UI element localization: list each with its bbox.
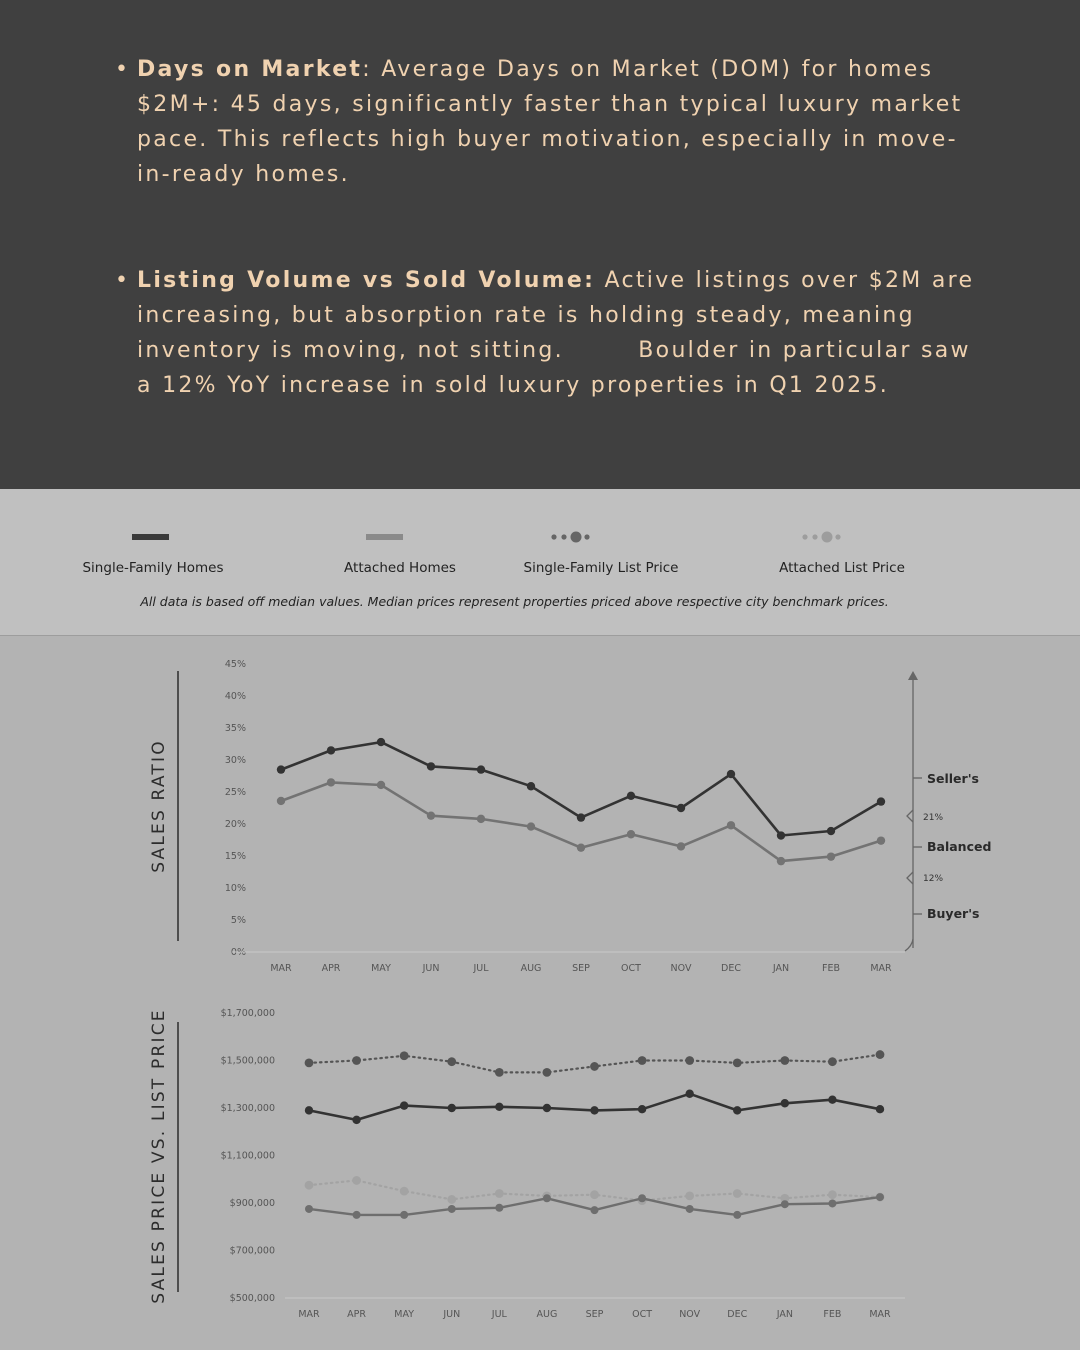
data-point — [827, 852, 835, 860]
y-tick-label: $1,700,000 — [220, 1008, 275, 1019]
data-point — [685, 1090, 693, 1098]
data-point — [685, 1056, 694, 1065]
data-point — [685, 1191, 694, 1200]
data-point — [277, 765, 285, 773]
data-point — [727, 821, 735, 829]
data-point — [777, 831, 785, 839]
x-tick-label: APR — [321, 963, 341, 974]
y-tick-label: $1,500,000 — [220, 1055, 275, 1067]
bullet-days-on-market — [115, 52, 977, 192]
data-point — [527, 782, 535, 790]
bullet-heading: Listing Volume vs Sold Volume: — [137, 268, 596, 293]
data-point — [733, 1211, 741, 1219]
data-point — [495, 1189, 504, 1198]
x-tick-label: APR — [347, 1309, 367, 1320]
data-point — [877, 836, 885, 844]
data-point — [877, 797, 885, 805]
bullet-dot: • — [115, 57, 131, 82]
data-point — [377, 781, 385, 789]
y-tick-label: $700,000 — [229, 1245, 275, 1257]
y-tick-label: $500,000 — [229, 1293, 275, 1304]
x-tick-label: NOV — [670, 963, 692, 974]
data-point — [590, 1190, 599, 1199]
y-tick-label: $1,100,000 — [220, 1150, 275, 1162]
x-tick-label: JUN — [443, 1309, 461, 1320]
x-tick-label: MAY — [394, 1309, 415, 1320]
x-tick-label: MAY — [371, 963, 391, 974]
data-point — [828, 1190, 837, 1199]
insights-panel — [0, 0, 1080, 489]
x-tick-label: DEC — [727, 1309, 748, 1320]
y-tick-label: 25% — [224, 787, 246, 798]
data-point — [543, 1068, 552, 1077]
data-point — [353, 1211, 361, 1219]
legend-label-attached-list: Attached List Price — [779, 560, 905, 576]
data-point — [495, 1204, 503, 1212]
x-tick-label: MAR — [298, 1309, 320, 1320]
y-tick-label: 45% — [224, 659, 246, 670]
data-point — [777, 857, 785, 865]
data-point — [377, 738, 385, 746]
y-tick-label: 30% — [224, 755, 246, 766]
x-tick-label: MAR — [270, 963, 292, 974]
x-tick-label: JUN — [422, 963, 440, 974]
data-point — [733, 1058, 742, 1067]
y-tick-label: 35% — [224, 723, 246, 734]
x-tick-label: AUG — [520, 963, 542, 974]
y-tick-label: 5% — [230, 915, 246, 926]
data-point — [591, 1206, 599, 1214]
bullet-listing-volume — [115, 263, 984, 403]
data-point — [828, 1057, 837, 1066]
data-point — [686, 1205, 694, 1213]
data-point — [477, 765, 485, 773]
y-tick-label: 15% — [224, 851, 246, 862]
bullet-text: Active listings over $2M are increasing, but absorption rate is holding steady, meaning inventory is moving, not sitting. Boulder in particular saw a 12% YoY increase in sold luxury properties in Q1 2025. — [137, 268, 984, 398]
data-point — [876, 1050, 885, 1059]
legend-swatch-attached — [366, 534, 403, 540]
x-tick-label: FEB — [822, 963, 840, 974]
data-point — [305, 1058, 314, 1067]
y-tick-label: 40% — [224, 691, 246, 702]
x-tick-label: MAR — [870, 963, 892, 974]
data-point — [627, 792, 635, 800]
data-point — [400, 1101, 408, 1109]
data-point — [638, 1056, 647, 1065]
sales-ratio-chart — [149, 659, 991, 974]
legend-swatch-single-family-list — [549, 529, 593, 545]
data-point — [876, 1105, 884, 1113]
data-point — [277, 797, 285, 805]
bullet-text: : Average Days on Market (DOM) for homes $2M+: 45 days, significantly faster than typical luxury market pace. This reflects high buyer motivation, especially in move-in-ready homes. — [137, 57, 963, 187]
data-point — [590, 1062, 599, 1071]
x-tick-label: JUL — [491, 1309, 507, 1320]
bullet-heading: Days on Market — [137, 57, 363, 82]
data-point — [477, 815, 485, 823]
data-point — [780, 1056, 789, 1065]
zone-label-sellers: Seller's — [927, 771, 979, 786]
threshold-label-21: 21% — [923, 813, 944, 823]
x-tick-label: FEB — [823, 1309, 842, 1320]
data-point — [527, 822, 535, 830]
data-point — [543, 1194, 551, 1202]
data-point — [577, 813, 585, 821]
y-axis-title: SALES PRICE VS. LIST PRICE — [149, 1008, 169, 1304]
data-point — [727, 770, 735, 778]
data-point — [733, 1189, 742, 1198]
data-point — [400, 1051, 409, 1060]
y-tick-label: 20% — [224, 819, 246, 830]
data-point — [627, 830, 635, 838]
bullet-dot: • — [115, 268, 131, 293]
data-point — [828, 1199, 836, 1207]
data-point — [305, 1106, 313, 1114]
data-point — [400, 1211, 408, 1219]
zone-label-buyers: Buyer's — [927, 906, 980, 921]
data-point — [352, 1056, 361, 1065]
data-point — [827, 827, 835, 835]
legend-swatch-single-family — [132, 534, 169, 540]
zone-label-balanced: Balanced — [927, 839, 992, 854]
sales-vs-list-price-chart — [149, 1008, 905, 1320]
legend-label-single-family-list: Single-Family List Price — [523, 560, 679, 576]
x-tick-label: OCT — [621, 963, 641, 974]
x-tick-label: AUG — [536, 1309, 558, 1320]
data-point — [677, 842, 685, 850]
data-point — [638, 1194, 646, 1202]
data-point — [447, 1195, 456, 1204]
data-point — [876, 1193, 884, 1201]
data-point — [305, 1181, 314, 1190]
data-point — [781, 1200, 789, 1208]
data-point — [733, 1106, 741, 1114]
legend-label-attached: Attached Homes — [344, 560, 456, 576]
data-point — [305, 1205, 313, 1213]
data-note: All data is based off median values. Median prices represent properties priced above respective city benchmark prices. — [140, 594, 889, 609]
data-point — [638, 1105, 646, 1113]
data-point — [447, 1057, 456, 1066]
x-tick-label: SEP — [572, 963, 590, 974]
data-point — [577, 843, 585, 851]
charts-area — [0, 636, 1080, 1350]
y-tick-label: 10% — [224, 883, 246, 894]
data-point — [427, 762, 435, 770]
y-tick-label: $1,300,000 — [220, 1103, 275, 1114]
x-tick-label: OCT — [632, 1309, 653, 1320]
data-point — [327, 778, 335, 786]
data-point — [781, 1099, 789, 1107]
x-tick-label: MAR — [869, 1309, 891, 1320]
y-tick-label: 0% — [230, 947, 246, 958]
data-point — [400, 1187, 409, 1196]
chart-legend — [0, 489, 1080, 636]
x-tick-label: JAN — [776, 1309, 793, 1320]
data-point — [352, 1116, 360, 1124]
y-axis-title: SALES RATIO — [149, 739, 169, 873]
data-point — [543, 1104, 551, 1112]
data-point — [495, 1103, 503, 1111]
legend-label-single-family: Single-Family Homes — [82, 560, 224, 576]
x-tick-label: SEP — [585, 1309, 604, 1320]
data-point — [590, 1106, 598, 1114]
data-point — [352, 1176, 361, 1185]
x-tick-label: NOV — [679, 1309, 701, 1320]
data-point — [327, 746, 335, 754]
data-point — [448, 1205, 456, 1213]
x-tick-label: JUL — [473, 963, 489, 974]
data-point — [448, 1104, 456, 1112]
data-point — [677, 804, 685, 812]
data-point — [828, 1095, 836, 1103]
threshold-label-12: 12% — [923, 874, 944, 884]
data-point — [495, 1068, 504, 1077]
x-tick-label: JAN — [772, 963, 790, 974]
x-tick-label: DEC — [721, 963, 741, 974]
data-point — [427, 811, 435, 819]
y-tick-label: $900,000 — [229, 1198, 275, 1209]
market-zone-bracket — [905, 671, 991, 951]
legend-swatch-attached-list — [800, 529, 844, 545]
